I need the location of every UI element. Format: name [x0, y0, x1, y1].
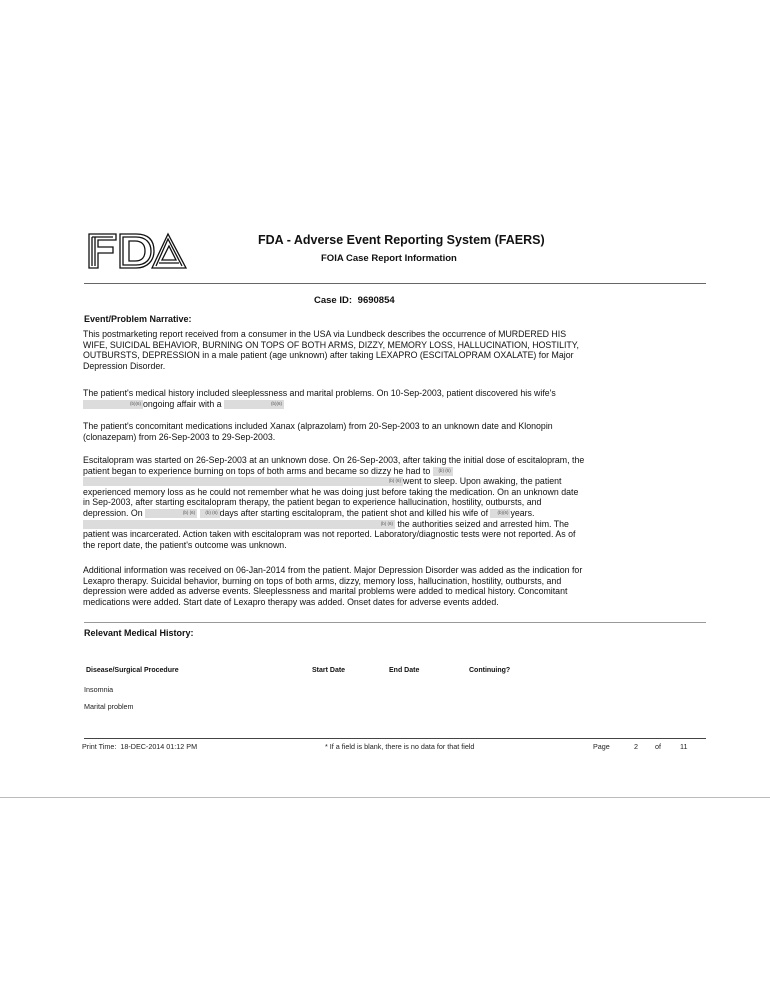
narrative-paragraph-2: The patient's medical history included sleeplessness and marital problems. On 10-Sep-2003, patient discovered his wife's (b)(6) ongoing affair with a (b)(6): [83, 388, 556, 409]
history-row: Marital problem: [84, 702, 134, 711]
redaction-box: (b) (6): [433, 467, 453, 476]
medical-history-heading: Relevant Medical History:: [84, 628, 194, 638]
narrative-paragraph-4: Escitalopram was started on 26-Sep-2003 at an unknown dose. On 26-Sep-2003, after taking the initial dose of escitalopram, the patient began to experience burning on tops of both arms and became so dizzy he had to (b) (6) (b) (6) went to sleep. Upon awaking, the patient experienced memory loss as he could not remember what he was doing just before taking the medication. On an unknown date in Sep-2003, after starting escitalopram therapy, the patient began to experience hallucination, hostility, outbursts, and depression. On (b) (6) (b) (6) days after starting escitalopram, the patient shot and killed his wife of (b)(6) years. (b) (6) the authorities seized and arrested him. The patient was incarcerated. Action taken with escitalopram was not reported. Laboratory/diagnostic tests were not reported. As of the report date, the patient's outcome was unknown.: [83, 455, 585, 550]
narrative-heading: Event/Problem Narrative:: [84, 314, 192, 324]
redaction-box: (b)(6): [224, 400, 284, 409]
header-divider: [84, 283, 706, 284]
section-divider: [84, 622, 706, 623]
case-id: [314, 295, 395, 306]
fda-logo: [86, 228, 188, 272]
column-header-start-date: Start Date: [312, 667, 346, 674]
redaction-box: (b) (6): [83, 477, 403, 486]
footer-note: * If a field is blank, there is no data for that field: [325, 742, 475, 751]
report-title: FDA - Adverse Event Reporting System (FAERS): [258, 233, 545, 247]
page-of-label: of: [655, 742, 661, 751]
narrative-paragraph-3: The patient's concomitant medications included Xanax (alprazolam) from 20-Sep-2003 to an unknown date and Klonopin (clonazepam) from 26-Sep-2003 to 29-Sep-2003.: [83, 421, 553, 442]
page-label: Page: [593, 742, 610, 751]
case-id-value: 9690854: [357, 295, 395, 306]
case-id-label: Case ID:: [314, 295, 353, 306]
redaction-box: (b) (6): [145, 509, 197, 518]
page-total: 11: [680, 742, 688, 751]
column-header-continuing: Continuing?: [469, 667, 511, 674]
column-header-procedure: Disease/Surgical Procedure: [86, 667, 179, 674]
history-row: Insomnia: [84, 685, 114, 694]
report-subtitle: FOIA Case Report Information: [321, 253, 457, 264]
footer-divider: [84, 738, 706, 739]
page-number: 2: [634, 742, 638, 751]
redaction-box: (b)(6): [490, 509, 510, 518]
redaction-box: (b)(6): [83, 400, 143, 409]
narrative-paragraph-5: Additional information was received on 06-Jan-2014 from the patient. Major Depression Disorder was added as the indication for Lexapro therapy. Suicidal behavior, burning on tops of both arms, dizzy, memory loss, hallucination, hostility, outbursts, and depression were added as adverse events. Sleeplessness and marital problems were added to medical history. Concomitant medications were added. Start date of Lexapro therapy was added. Onset dates for adverse events added.: [83, 565, 583, 607]
narrative-paragraph-1: This postmarketing report received from a consumer in the USA via Lundbeck describes the occurrence of MURDERED HIS WIFE, SUICIDAL BEHAVIOR, BURNING ON TOPS OF BOTH ARMS, DIZZY, MEMORY LOSS, HALLUCINATION, HOSTILITY, OUTBURSTS, DEPRESSION in a male patient (age unknown) after taking LEXAPRO (ESCITALOPRAM OXALATE) for Major Depression Disorder.: [83, 329, 579, 371]
column-header-end-date: End Date: [389, 667, 420, 674]
scan-edge-line: [0, 797, 770, 798]
print-time: Print Time: 18-DEC-2014 01:12 PM: [82, 742, 198, 751]
redaction-box: (b) (6): [200, 509, 220, 518]
redaction-box: (b) (6): [83, 520, 395, 529]
